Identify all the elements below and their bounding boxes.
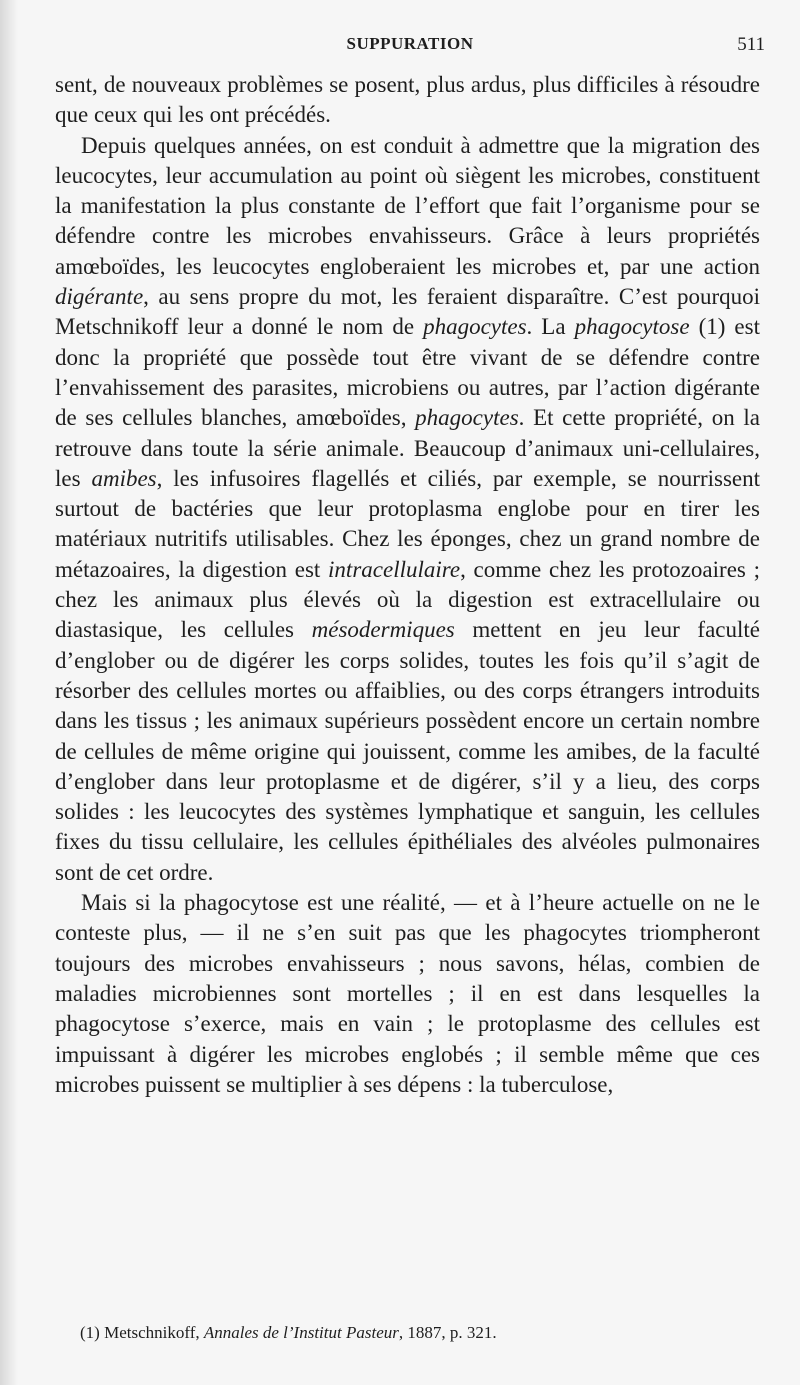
paragraph-2 [55, 131, 760, 888]
page-number: 511 [737, 34, 765, 55]
text-span: , les infusoires flagellés et ciliés, par exemple, se nourrissent surtout de bactéries que leur protoplasma englobe pour en tirer les matériaux nutritifs utilisables. Chez les éponges, chez un grand nombre de métazoaires, la digestion est [55, 465, 760, 582]
text-span: (1) est donc la propriété que possède tout être vivant de se défendre contre l’envahissement des parasites, microbiens ou autres, par l’action digérante de ses cellules blanches, amœboïdes, [55, 314, 760, 431]
text-span: . La [526, 314, 575, 340]
paragraph-1: sent, de nouveaux problèmes se posent, plus ardus, plus difficiles à résoudre que ceux qui les ont précédés. [55, 72, 760, 128]
italic-term: mésodermiques [311, 617, 455, 643]
footnote-marker: (1) Metschnikoff, [80, 1323, 204, 1342]
text-span: Depuis quelques années, on est conduit à admettre que la migration des leucocytes, leur accumulation au point où siègent les microbes, constituent la manifestation la plus constante de l’effort que fait l’organisme pour se défendre contre les microbes envahisseurs. Grâce à leurs propriétés amœboïdes, les leucocytes engloberaient les microbes et, par une action [55, 132, 760, 279]
page-gutter-shadow [0, 0, 18, 1385]
footnote [80, 1322, 760, 1344]
text-span: , comme chez les protozoaires ; chez les animaux plus élevés où la digestion est extracellulaire ou diastasique, les cellules [55, 556, 760, 643]
footnote-source: Annales de l’Institut Pasteur [203, 1323, 399, 1342]
italic-term: amibes [91, 465, 157, 491]
text-span: . Et cette propriété, on la retrouve dans toute la série animale. Beaucoup d’animaux uni-cellulaires, les [55, 405, 760, 491]
page-header [55, 30, 765, 62]
italic-term: phagocytes [415, 405, 519, 431]
running-head: SUPPURATION [346, 34, 474, 53]
text-span: , au sens propre du mot, les feraient disparaître. C’est pourquoi Metschnikoff leur a donné le nom de [55, 284, 760, 340]
italic-term: phagocytes [423, 314, 527, 340]
italic-term: digérante [55, 284, 144, 310]
body-text [55, 70, 760, 1100]
text-span: mettent en jeu leur faculté d’englober ou de digérer les corps solides, toutes les fois qu’il s’agit de résorber des cellules mortes ou affaiblies, ou des corps étrangers introduits dans les tissus ; les animaux supérieurs possèdent encore un certain nombre de cellules de même origine qui jouissent, comme les amibes, de la faculté d’englober dans leur protoplasme et de digérer, s’il y a lieu, des corps solides : les leucocytes des systèmes lymphatique et sanguin, les cellules fixes du tissu cellulaire, les cellules épithéliales des alvéoles pulmonaires sont de cet ordre. [55, 617, 760, 885]
italic-term: intracellulaire [328, 556, 461, 582]
italic-term: phagocytose [574, 314, 690, 340]
paragraph-3: Mais si la phagocytose est une réalité, — et à l’heure actuelle on ne le conteste plus, — il ne s’en suit pas que les phagocytes triompheront toujours des microbes envahisseurs ; nous savons, hélas, combien de maladies microbiennes sont mortelles ; il en est dans lesquelles la phagocytose s’exerce, mais en vain ; le protoplasme des cellules est impuissant à digérer les microbes englobés ; il semble même que ces microbes puissent se multiplier à ses dépens : la tuberculose, [55, 890, 760, 1097]
footnote-reference: , 1887, p. 321. [398, 1323, 497, 1342]
